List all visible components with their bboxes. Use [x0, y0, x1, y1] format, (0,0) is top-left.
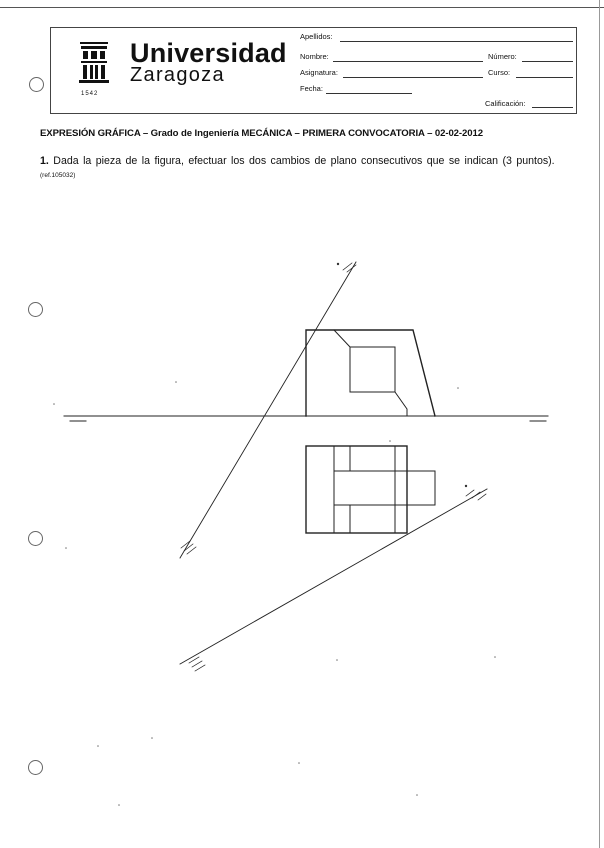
- numero-label: Número:: [488, 52, 517, 61]
- plane2-mark-bottom-c: [195, 665, 205, 671]
- curso-label: Curso:: [488, 68, 511, 77]
- apellidos-label: Apellidos:: [300, 32, 333, 41]
- plan-tab: [334, 471, 435, 505]
- plane2-label-dot: [465, 485, 467, 487]
- nombre-label: Nombre:: [300, 52, 329, 61]
- question-ref: (ref.105032): [40, 172, 76, 179]
- university-year: 1542: [81, 91, 99, 97]
- calificacion-label: Calificación:: [485, 99, 526, 108]
- elevation-inner-contour: [334, 330, 407, 416]
- plan-view: [306, 446, 435, 533]
- first-plane-change-line: [180, 262, 356, 558]
- question-number: 1.: [40, 155, 49, 167]
- plane2-mark-bottom-b: [192, 661, 202, 667]
- plane1-label-dot: [337, 263, 339, 265]
- elevation-outline: [306, 330, 435, 416]
- university-city: Zaragoza: [130, 64, 225, 86]
- fecha-label: Fecha:: [300, 84, 323, 93]
- question-text: Dada la pieza de la figura, efectuar los dos cambios de plano consecutivos que se indican (3 puntos).: [53, 155, 555, 167]
- asignatura-label: Asignatura:: [300, 68, 338, 77]
- plane2-mark-top-c: [478, 494, 486, 500]
- exam-title: EXPRESIÓN GRÁFICA – Grado de Ingeniería MECÁNICA – PRIMERA CONVOCATORIA – 02-02-2012: [40, 128, 483, 139]
- university-name: Universidad: [130, 38, 287, 68]
- elevation-inner-square: [350, 347, 395, 392]
- elevation-view: [306, 330, 435, 416]
- plan-outline: [306, 446, 407, 533]
- plane2-mark-top-b: [472, 492, 480, 498]
- plane2-mark-top-a: [466, 490, 474, 496]
